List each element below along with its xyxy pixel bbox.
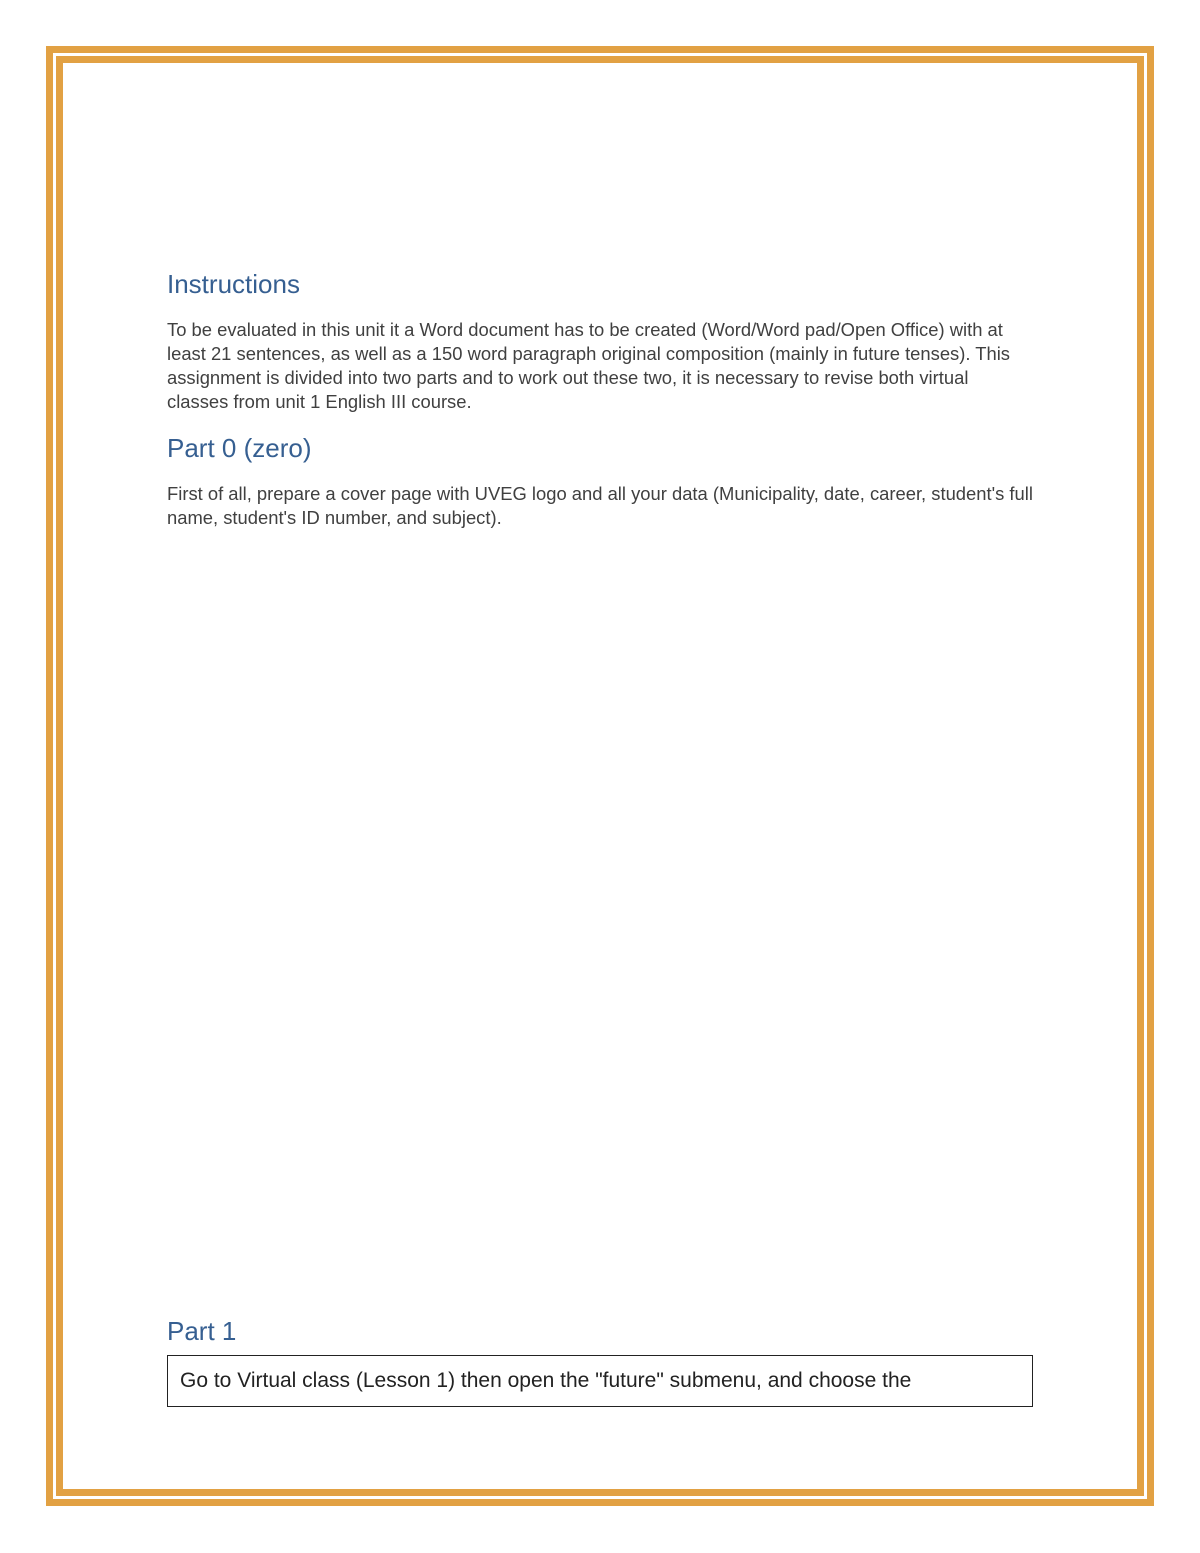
instructions-heading: Instructions [167, 269, 300, 299]
instructions-paragraph: To be evaluated in this unit it a Word document has to be created (Word/Word pad/Open Office) with at least 21 sentences, as well as a 150 word paragraph original composition (mainly in future tenses). This assignment is divided into two parts and to work out these two, it is necessary to revise both virtual classes from unit 1 English III course. [167, 319, 1011, 412]
part1-text-box: Go to Virtual class (Lesson 1) then open the "future" submenu, and choose the [167, 1355, 1033, 1407]
part0-heading: Part 0 (zero) [167, 433, 312, 463]
part1-heading: Part 1 [167, 1316, 237, 1346]
part0-paragraph: First of all, prepare a cover page with UVEG logo and all your data (Municipality, date, career, student's full name, student's ID number, and subject). [167, 483, 1033, 528]
